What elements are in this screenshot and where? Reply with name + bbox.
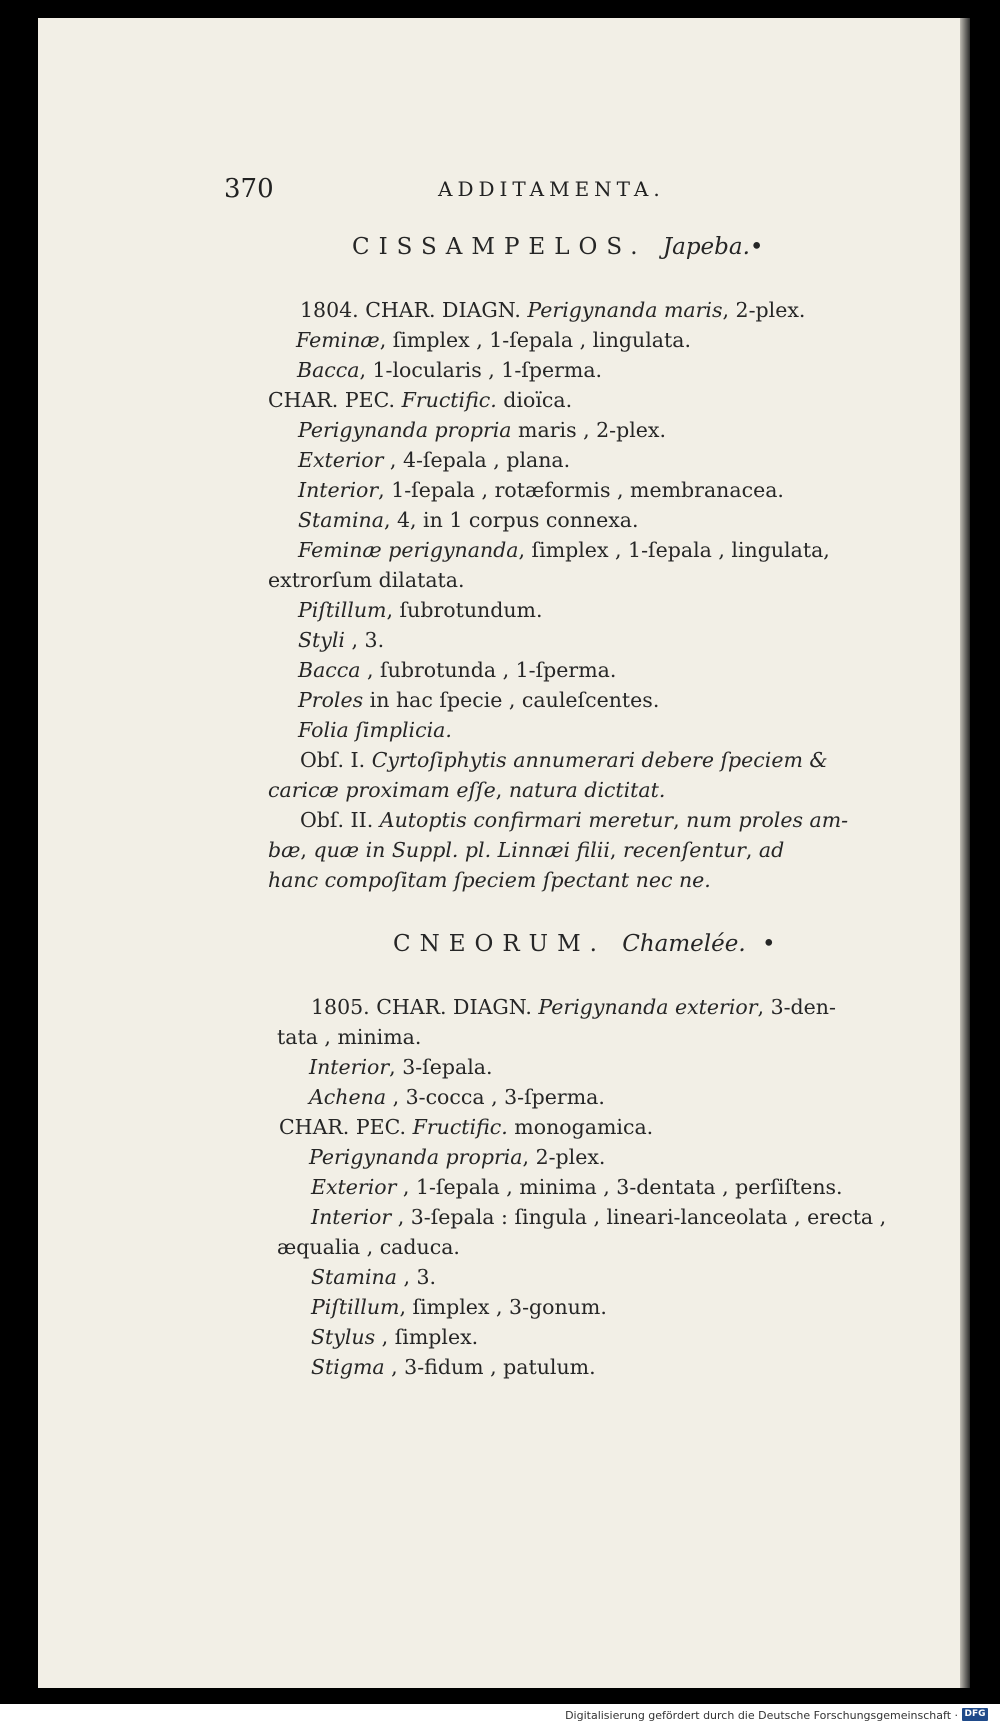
l-interior1 <box>298 476 784 504</box>
l-charpec2-part: CHAR. PEC. <box>279 1115 413 1139</box>
l-feminae-perig-part: Feminæ perigynanda <box>298 538 519 562</box>
l-obs2c-part: nec ne. <box>635 868 711 892</box>
l-obs1b-part: natura dictitat. <box>508 778 666 802</box>
l-obs2b-part: , <box>745 838 759 862</box>
l-stigma <box>311 1353 596 1381</box>
l-interior3-part: , 3-ſepala : ſingula , lineari-lanceolata , erecta , <box>391 1205 887 1229</box>
l-stigma-part: Stigma <box>311 1355 385 1379</box>
l-interior2 <box>309 1053 493 1081</box>
l-feminae-perig-part: , ſimplex , 1-ſepala , lingulata, <box>518 538 830 562</box>
l-charpec1 <box>268 386 572 414</box>
l-folia <box>298 716 452 744</box>
l-proles-part: Proles <box>298 688 364 712</box>
cneorum-heading-part: Chamelée. <box>622 931 746 957</box>
l-interior1-part: , 1-ſepala , rotæformis , membranacea. <box>378 478 784 502</box>
l-interior3-part: Interior <box>311 1205 392 1229</box>
l-feminae <box>296 326 691 354</box>
l-exterior2-part: , 1-ſepala , minima , 3-dentata , perſiſtens. <box>396 1175 843 1199</box>
page-edge <box>960 18 970 1688</box>
l-extrorsum-part: extrorſum dilatata. <box>268 568 465 592</box>
l-obs2b-part: , <box>609 838 623 862</box>
l-styli-part: Styli <box>298 628 345 652</box>
l-bacca1 <box>297 356 602 384</box>
l-charpec1-part: CHAR. PEC. <box>268 388 402 412</box>
l-1804-part: Perigynanda maris <box>527 298 723 322</box>
cneorum-heading-part: • <box>745 931 785 957</box>
l-obs2a-part: Autoptis confirmari meretur <box>379 808 674 832</box>
l-interior2-part: Interior <box>309 1055 390 1079</box>
l-obs2b-part: , <box>300 838 314 862</box>
running-head <box>0 174 1000 204</box>
l-stylus <box>311 1323 478 1351</box>
l-stigma-part: , 3-fidum , patulum. <box>384 1355 596 1379</box>
l-perig-propria1-part: Perigynanda propria <box>298 418 512 442</box>
l-obs2b-part: ad <box>758 838 785 862</box>
l-charpec1-part: dioïca. <box>496 388 573 412</box>
l-interior1-part: Interior <box>298 478 379 502</box>
l-obs2b-part: quæ in Suppl. pl. Linnæi filii <box>313 838 610 862</box>
l-bacca1-part: Bacca <box>297 358 360 382</box>
cneorum-heading <box>393 930 785 958</box>
l-styli-part: , 3. <box>344 628 385 652</box>
l-pistillum2 <box>311 1293 607 1321</box>
l-pistillum2-part: Piſtillum <box>311 1295 400 1319</box>
l-proles <box>298 686 659 714</box>
l-feminae-part: , ſimplex , 1-ſepala , lingulata. <box>379 328 691 352</box>
l-perig-propria2-part: , 2-plex. <box>522 1145 606 1169</box>
l-styli <box>298 626 384 654</box>
l-exterior2 <box>311 1173 843 1201</box>
l-1805-part: Perigynanda exterior <box>538 995 758 1019</box>
l-charpec2-part: Fructific. <box>412 1115 508 1139</box>
l-bacca2 <box>298 656 616 684</box>
l-obs1a-part: Cyrtoſiphytis annumerari debere ſpeciem & <box>371 748 828 772</box>
l-tata <box>277 1023 421 1051</box>
l-1804-part: , 2-plex. <box>722 298 806 322</box>
l-stamina2 <box>311 1263 436 1291</box>
dfg-logo-icon: DFG <box>962 1708 988 1721</box>
l-obs1b-part: , <box>495 778 509 802</box>
l-perig-propria2 <box>309 1143 605 1171</box>
l-feminae-part: Feminæ <box>296 328 380 352</box>
l-pistillum1-part: Piſtillum <box>298 598 387 622</box>
footer-credit: Digitalisierung gefördert durch die Deutsche Forschungsgemeinschaft · <box>565 1709 958 1722</box>
l-proles-part: in hac ſpecie , cauleſcentes. <box>363 688 660 712</box>
cissampelos-heading <box>352 233 773 261</box>
digitization-footer <box>0 1704 1000 1727</box>
l-stamina1-part: , 4, in 1 corpus connexa. <box>383 508 639 532</box>
l-obs1b-part: caricæ proximam eſſe <box>268 778 496 802</box>
l-1804-part: 1804. CHAR. DIAGN. <box>300 298 528 322</box>
l-charpec2 <box>279 1113 653 1141</box>
cissampelos-heading-part: CISSAMPELOS. <box>352 234 663 260</box>
l-obs2b-part: recenſentur <box>622 838 746 862</box>
l-exterior1 <box>298 446 570 474</box>
l-1805-part: 1805. CHAR. DIAGN. <box>311 995 539 1019</box>
l-obs2a <box>300 806 848 834</box>
l-charpec2-part: monogamica. <box>507 1115 654 1139</box>
l-aequalia-part: æqualia , caduca. <box>277 1235 460 1259</box>
l-obs2a-part: num proles am- <box>686 808 849 832</box>
l-bacca1-part: , 1-locularis , 1-ſperma. <box>359 358 603 382</box>
l-obs2b <box>268 836 784 864</box>
running-title: ADDITAMENTA. <box>438 177 665 201</box>
l-obs1a-part: Obſ. I. <box>300 748 372 772</box>
l-bacca2-part: , ſubrotunda , 1-ſperma. <box>360 658 617 682</box>
cissampelos-heading-part: • <box>749 234 773 260</box>
l-obs1a <box>300 746 828 774</box>
l-obs2a-part: , <box>673 808 687 832</box>
l-1805-part: , 3-den- <box>757 995 836 1019</box>
l-charpec1-part: Fructific. <box>401 388 497 412</box>
l-aequalia <box>277 1233 460 1261</box>
l-folia-part: Folia ſimplicia. <box>298 718 452 742</box>
l-obs1b <box>268 776 665 804</box>
cissampelos-heading-part: Japeba. <box>662 234 750 260</box>
l-stylus-part: , ſimplex. <box>375 1325 479 1349</box>
l-exterior1-part: Exterior <box>298 448 384 472</box>
l-feminae-perig <box>298 536 830 564</box>
l-pistillum1-part: , ſubrotundum. <box>386 598 543 622</box>
l-obs2a-part: Obſ. II. <box>300 808 380 832</box>
cneorum-heading-part: CNEORUM. <box>393 931 623 957</box>
l-exterior1-part: , 4-ſepala , plana. <box>383 448 571 472</box>
page-number: 370 <box>224 174 274 204</box>
l-stamina2-part: Stamina <box>311 1265 397 1289</box>
l-stylus-part: Stylus <box>311 1325 376 1349</box>
l-exterior2-part: Exterior <box>311 1175 397 1199</box>
l-stamina1 <box>298 506 639 534</box>
l-1804 <box>300 296 805 324</box>
l-1805 <box>311 993 836 1021</box>
l-obs2c <box>268 866 711 894</box>
l-stamina2-part: , 3. <box>396 1265 437 1289</box>
l-bacca2-part: Bacca <box>298 658 361 682</box>
l-obs2c-part: hanc compoſitam ſpeciem ſpectant <box>268 868 630 892</box>
l-extrorsum <box>268 566 465 594</box>
l-achena-part: Achena <box>309 1085 387 1109</box>
l-interior3 <box>311 1203 886 1231</box>
l-interior2-part: , 3-ſepala. <box>389 1055 493 1079</box>
l-achena <box>309 1083 605 1111</box>
l-tata-part: tata , minima. <box>277 1025 422 1049</box>
l-perig-propria1-part: maris , 2-plex. <box>511 418 666 442</box>
l-achena-part: , 3-cocca , 3-ſperma. <box>386 1085 605 1109</box>
l-pistillum1 <box>298 596 543 624</box>
l-pistillum2-part: , ſimplex , 3-gonum. <box>399 1295 607 1319</box>
l-perig-propria1 <box>298 416 666 444</box>
l-stamina1-part: Stamina <box>298 508 384 532</box>
l-obs2b-part: bæ <box>268 838 301 862</box>
l-perig-propria2-part: Perigynanda propria <box>309 1145 523 1169</box>
